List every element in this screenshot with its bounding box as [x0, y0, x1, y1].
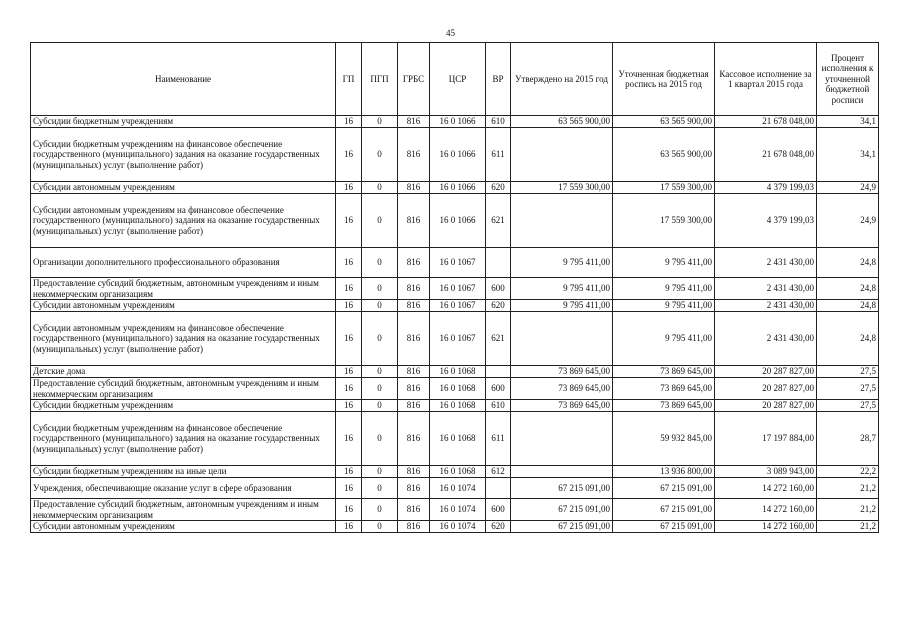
- cell-cash: 21 678 048,00: [715, 128, 817, 182]
- cell-pgp: 0: [362, 182, 398, 194]
- cell-csr: 16 0 1067: [430, 300, 486, 312]
- cell-cash: 20 287 827,00: [715, 378, 817, 400]
- cell-gp: 16: [336, 116, 362, 128]
- cell-grbs: 816: [398, 278, 430, 300]
- cell-csr: 16 0 1067: [430, 248, 486, 278]
- table-row: [31, 412, 879, 466]
- cell-approved: 17 559 300,00: [511, 182, 613, 194]
- cell-revised: 67 215 091,00: [613, 521, 715, 533]
- cell-csr: 16 0 1066: [430, 116, 486, 128]
- cell-pgp: 0: [362, 521, 398, 533]
- cell-vr: 600: [486, 278, 511, 300]
- cell-name: Предоставление субсидий бюджетным, автономным учреждениям и иным некоммерческим организациям: [31, 378, 336, 400]
- cell-name: Субсидии автономным учреждениям: [31, 521, 336, 533]
- cell-grbs: 816: [398, 412, 430, 466]
- cell-approved: [511, 312, 613, 366]
- cell-vr: 620: [486, 182, 511, 194]
- cell-revised: 9 795 411,00: [613, 312, 715, 366]
- table-row: [31, 521, 879, 533]
- cell-revised: 59 932 845,00: [613, 412, 715, 466]
- table-row: [31, 499, 879, 521]
- cell-csr: 16 0 1066: [430, 128, 486, 182]
- cell-percent: 24,9: [817, 182, 879, 194]
- cell-cash: 20 287 827,00: [715, 400, 817, 412]
- cell-gp: 16: [336, 366, 362, 378]
- cell-grbs: 816: [398, 378, 430, 400]
- cell-revised: 13 936 800,00: [613, 466, 715, 478]
- cell-approved: 67 215 091,00: [511, 499, 613, 521]
- cell-name: Организации дополнительного профессионального образования: [31, 248, 336, 278]
- cell-csr: 16 0 1074: [430, 499, 486, 521]
- header-percent: Процент исполнения к уточненной бюджетной росписи: [817, 43, 879, 116]
- cell-cash: 3 089 943,00: [715, 466, 817, 478]
- table-row: [31, 478, 879, 499]
- cell-pgp: 0: [362, 366, 398, 378]
- table-row: [31, 194, 879, 248]
- table-row: [31, 128, 879, 182]
- cell-csr: 16 0 1068: [430, 412, 486, 466]
- cell-csr: 16 0 1067: [430, 312, 486, 366]
- cell-revised: 73 869 645,00: [613, 366, 715, 378]
- cell-pgp: 0: [362, 412, 398, 466]
- cell-gp: 16: [336, 128, 362, 182]
- cell-percent: 24,8: [817, 248, 879, 278]
- cell-name: Субсидии автономным учреждениям: [31, 182, 336, 194]
- cell-grbs: 816: [398, 400, 430, 412]
- cell-vr: 621: [486, 194, 511, 248]
- cell-percent: 24,8: [817, 300, 879, 312]
- cell-grbs: 816: [398, 194, 430, 248]
- header-cash: Кассовое исполнение за 1 квартал 2015 года: [715, 43, 817, 116]
- cell-vr: 612: [486, 466, 511, 478]
- table-row: [31, 300, 879, 312]
- cell-revised: 17 559 300,00: [613, 194, 715, 248]
- cell-pgp: 0: [362, 278, 398, 300]
- cell-revised: 9 795 411,00: [613, 300, 715, 312]
- cell-pgp: 0: [362, 378, 398, 400]
- cell-gp: 16: [336, 400, 362, 412]
- cell-percent: 22,2: [817, 466, 879, 478]
- budget-table: [30, 42, 879, 533]
- header-name: Наименование: [31, 43, 336, 116]
- cell-name: Детские дома: [31, 366, 336, 378]
- cell-percent: 34,1: [817, 128, 879, 182]
- cell-gp: 16: [336, 378, 362, 400]
- cell-cash: 2 431 430,00: [715, 248, 817, 278]
- cell-percent: 34,1: [817, 116, 879, 128]
- cell-pgp: 0: [362, 312, 398, 366]
- cell-percent: 27,5: [817, 378, 879, 400]
- cell-cash: 14 272 160,00: [715, 521, 817, 533]
- cell-approved: 73 869 645,00: [511, 366, 613, 378]
- cell-approved: 9 795 411,00: [511, 300, 613, 312]
- cell-grbs: 816: [398, 182, 430, 194]
- cell-approved: 73 869 645,00: [511, 378, 613, 400]
- cell-name: Предоставление субсидий бюджетным, автономным учреждениям и иным некоммерческим организациям: [31, 499, 336, 521]
- cell-cash: 2 431 430,00: [715, 312, 817, 366]
- cell-gp: 16: [336, 499, 362, 521]
- cell-percent: 28,7: [817, 412, 879, 466]
- cell-approved: [511, 194, 613, 248]
- cell-pgp: 0: [362, 194, 398, 248]
- cell-vr: 620: [486, 521, 511, 533]
- cell-revised: 63 565 900,00: [613, 116, 715, 128]
- cell-approved: [511, 466, 613, 478]
- cell-grbs: 816: [398, 312, 430, 366]
- header-vr: ВР: [486, 43, 511, 116]
- cell-name: Субсидии автономным учреждениям: [31, 300, 336, 312]
- table-row: [31, 466, 879, 478]
- cell-cash: 2 431 430,00: [715, 300, 817, 312]
- cell-cash: 14 272 160,00: [715, 478, 817, 499]
- header-revised: Уточненная бюджетная роспись на 2015 год: [613, 43, 715, 116]
- cell-name: Субсидии автономным учреждениям на финансовое обеспечение государственного (муниципального) задания на оказание государственных (муниципальных) услуг (выполнение работ): [31, 194, 336, 248]
- cell-pgp: 0: [362, 248, 398, 278]
- cell-vr: 620: [486, 300, 511, 312]
- cell-cash: 4 379 199,03: [715, 182, 817, 194]
- header-csr: ЦСР: [430, 43, 486, 116]
- table-row: [31, 378, 879, 400]
- cell-grbs: 816: [398, 300, 430, 312]
- cell-revised: 17 559 300,00: [613, 182, 715, 194]
- cell-pgp: 0: [362, 466, 398, 478]
- cell-revised: 67 215 091,00: [613, 499, 715, 521]
- cell-approved: [511, 412, 613, 466]
- table-row: [31, 278, 879, 300]
- cell-gp: 16: [336, 478, 362, 499]
- cell-pgp: 0: [362, 116, 398, 128]
- cell-gp: 16: [336, 312, 362, 366]
- table-row: [31, 182, 879, 194]
- cell-csr: 16 0 1067: [430, 278, 486, 300]
- cell-gp: 16: [336, 194, 362, 248]
- cell-name: Субсидии бюджетным учреждениям на финансовое обеспечение государственного (муниципального) задания на оказание государственных (муниципальных) услуг (выполнение работ): [31, 412, 336, 466]
- cell-csr: 16 0 1074: [430, 521, 486, 533]
- cell-percent: 27,5: [817, 400, 879, 412]
- cell-percent: 21,2: [817, 521, 879, 533]
- cell-vr: 611: [486, 412, 511, 466]
- cell-csr: 16 0 1074: [430, 478, 486, 499]
- cell-gp: 16: [336, 300, 362, 312]
- cell-gp: 16: [336, 521, 362, 533]
- cell-grbs: 816: [398, 466, 430, 478]
- cell-percent: 24,8: [817, 312, 879, 366]
- cell-name: Учреждения, обеспечивающие оказание услуг в сфере образования: [31, 478, 336, 499]
- cell-approved: 63 565 900,00: [511, 116, 613, 128]
- cell-cash: 20 287 827,00: [715, 366, 817, 378]
- cell-vr: 610: [486, 116, 511, 128]
- cell-approved: 67 215 091,00: [511, 521, 613, 533]
- cell-approved: 9 795 411,00: [511, 248, 613, 278]
- cell-pgp: 0: [362, 478, 398, 499]
- cell-vr: 610: [486, 400, 511, 412]
- cell-pgp: 0: [362, 128, 398, 182]
- cell-cash: 17 197 884,00: [715, 412, 817, 466]
- cell-revised: 9 795 411,00: [613, 278, 715, 300]
- cell-vr: 600: [486, 378, 511, 400]
- cell-name: Субсидии бюджетным учреждениям: [31, 116, 336, 128]
- table-row: [31, 312, 879, 366]
- cell-name: Субсидии бюджетным учреждениям: [31, 400, 336, 412]
- table-row: [31, 248, 879, 278]
- table-header-row: [31, 43, 879, 116]
- cell-approved: [511, 128, 613, 182]
- cell-percent: 21,2: [817, 478, 879, 499]
- cell-revised: 9 795 411,00: [613, 248, 715, 278]
- table-body: [31, 116, 879, 533]
- cell-vr: [486, 248, 511, 278]
- cell-name: Субсидии бюджетным учреждениям на иные цели: [31, 466, 336, 478]
- table-row: [31, 366, 879, 378]
- cell-vr: 611: [486, 128, 511, 182]
- cell-gp: 16: [336, 412, 362, 466]
- cell-vr: 621: [486, 312, 511, 366]
- cell-csr: 16 0 1068: [430, 378, 486, 400]
- cell-cash: 21 678 048,00: [715, 116, 817, 128]
- cell-approved: 73 869 645,00: [511, 400, 613, 412]
- cell-csr: 16 0 1066: [430, 194, 486, 248]
- cell-gp: 16: [336, 466, 362, 478]
- cell-revised: 73 869 645,00: [613, 400, 715, 412]
- cell-percent: 24,8: [817, 278, 879, 300]
- cell-name: Предоставление субсидий бюджетным, автономным учреждениям и иным некоммерческим организациям: [31, 278, 336, 300]
- cell-vr: 600: [486, 499, 511, 521]
- cell-percent: 27,5: [817, 366, 879, 378]
- cell-revised: 73 869 645,00: [613, 378, 715, 400]
- cell-pgp: 0: [362, 499, 398, 521]
- cell-cash: 14 272 160,00: [715, 499, 817, 521]
- cell-gp: 16: [336, 278, 362, 300]
- cell-percent: 21,2: [817, 499, 879, 521]
- cell-cash: 4 379 199,03: [715, 194, 817, 248]
- cell-grbs: 816: [398, 478, 430, 499]
- cell-grbs: 816: [398, 366, 430, 378]
- cell-pgp: 0: [362, 300, 398, 312]
- header-approved: Утверждено на 2015 год: [511, 43, 613, 116]
- cell-grbs: 816: [398, 248, 430, 278]
- cell-name: Субсидии бюджетным учреждениям на финансовое обеспечение государственного (муниципального) задания на оказание государственных (муниципальных) услуг (выполнение работ): [31, 128, 336, 182]
- cell-vr: [486, 366, 511, 378]
- cell-name: Субсидии автономным учреждениям на финансовое обеспечение государственного (муниципального) задания на оказание государственных (муниципальных) услуг (выполнение работ): [31, 312, 336, 366]
- header-grbs: ГРБС: [398, 43, 430, 116]
- cell-grbs: 816: [398, 499, 430, 521]
- cell-csr: 16 0 1068: [430, 366, 486, 378]
- cell-gp: 16: [336, 248, 362, 278]
- cell-revised: 63 565 900,00: [613, 128, 715, 182]
- cell-grbs: 816: [398, 116, 430, 128]
- cell-csr: 16 0 1068: [430, 400, 486, 412]
- cell-csr: 16 0 1066: [430, 182, 486, 194]
- cell-grbs: 816: [398, 128, 430, 182]
- cell-grbs: 816: [398, 521, 430, 533]
- header-gp: ГП: [336, 43, 362, 116]
- cell-approved: 9 795 411,00: [511, 278, 613, 300]
- cell-revised: 67 215 091,00: [613, 478, 715, 499]
- cell-approved: 67 215 091,00: [511, 478, 613, 499]
- header-pgp: ПГП: [362, 43, 398, 116]
- table-row: [31, 116, 879, 128]
- cell-cash: 2 431 430,00: [715, 278, 817, 300]
- cell-percent: 24,9: [817, 194, 879, 248]
- table-row: [31, 400, 879, 412]
- cell-csr: 16 0 1068: [430, 466, 486, 478]
- page-number: 45: [446, 28, 455, 38]
- cell-gp: 16: [336, 182, 362, 194]
- cell-pgp: 0: [362, 400, 398, 412]
- cell-vr: [486, 478, 511, 499]
